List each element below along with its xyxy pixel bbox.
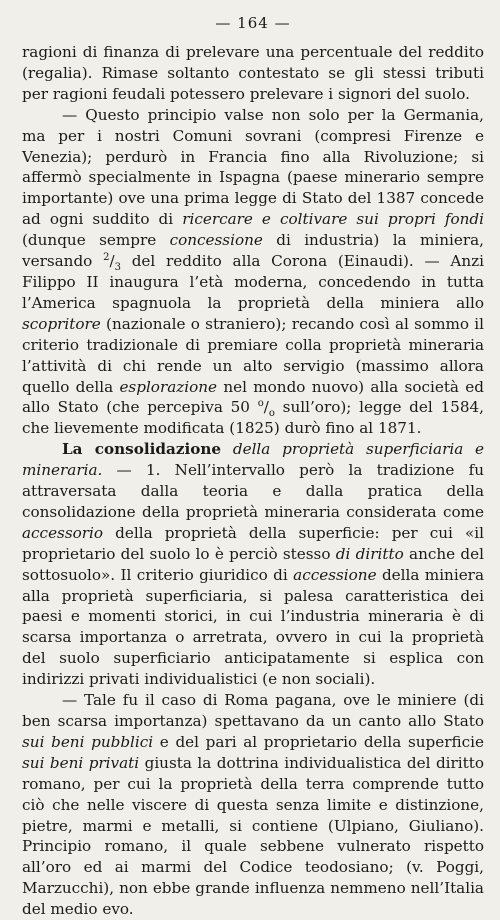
emphasized-text: sui beni pubblici	[22, 732, 154, 751]
text-run: o	[268, 408, 275, 420]
emphasized-text: della proprietà superficiaria e mineraria.	[22, 440, 485, 480]
text-run: sull’oro); legge del 1584, che lievemente modificata (1825) durò fino al 1871.	[22, 398, 484, 438]
text-run	[221, 440, 233, 458]
emphasized-text: concessione	[169, 231, 263, 250]
emphasized-text: scopritore	[22, 314, 101, 333]
text-run: (nazionale o straniero); recando così al sommo il criterio tradizionale di premiare colla proprietà mineraria l’attività di chi rende un alto servigio (massimo allora quello della	[22, 314, 484, 396]
text-run: della miniera alla proprietà superficiaria, si palesa caratteristica dei paesi e momenti storici, in cui l’industria mineraria è di scarsa importanza o arretrata, ovvero in cui la proprietà del suolo superficiario anticipatamente si esplica con indirizzi privati individualistici (e non sociali).	[22, 565, 484, 689]
text-run: (dunque sempre	[22, 231, 170, 250]
paragraph	[22, 690, 484, 920]
text-run: ragioni di finanza di prelevare una percentuale del reddito (regalia). Rimase soltanto contestato se gli stessi tributi per ragioni feudali potessero prelevare i signori del suolo.	[22, 43, 484, 103]
text-run: /	[263, 398, 269, 417]
emphasized-text: esplorazione	[119, 377, 218, 396]
text-run: di industria) la miniera, versando	[22, 231, 485, 271]
text-run: — Tale fu il caso di Roma pagana, ove le miniere (di ben scarsa importanza) spettavano da un canto allo Stato	[22, 691, 484, 730]
text-run: del reddito alla Corona (Einaudi). — Anzi Filippo II inaugura l’età moderna, concedendo in tutta l’America spagnuola la proprietà della miniera allo	[22, 252, 484, 312]
page-number: — 164 —	[215, 14, 291, 32]
emphasized-text: accessorio	[22, 523, 104, 542]
paragraph	[22, 42, 484, 105]
text-run: anche del sottosuolo». Il criterio giuridico di	[22, 544, 484, 584]
text-run: e del pari al proprietario della superficie	[153, 732, 484, 751]
paragraph	[22, 105, 484, 440]
emphasized-text: di diritto	[335, 544, 404, 563]
text-run: 3	[114, 262, 121, 274]
emphasized-text: accessione	[293, 565, 377, 584]
text-run: o	[257, 398, 264, 410]
emphasized-text: ricercare e coltivare sui propri fondi	[182, 210, 485, 229]
emphasized-text: sui beni privati	[22, 753, 140, 772]
text-run: /	[109, 252, 115, 271]
text-run: — 1. Nell’intervallo però la tradizione fu attraversata dalla teoria e dalla pratica della consolidazione della proprietà mineraria considerata come	[22, 461, 484, 521]
text-run: 2	[103, 252, 110, 263]
text-body	[22, 42, 484, 920]
paragraph	[22, 439, 484, 690]
text-run: — Questo principio valse non solo per la Germania, ma per i nostri Comuni sovrani (compresi Firenze e Venezia); perdurò in Francia fino alla Rivoluzione; si affermò specialmente in Ispagna (paese minerario sempre importante) ove una prima legge di Stato del 1387 concede ad ogni suddito di	[22, 105, 484, 229]
text-run: giusta la dottrina individualistica del diritto romano, per cui la proprietà della terra comprende tutto ciò che nelle viscere di questa senza limite e distinzione, pietre, marmi e metalli, si contiene (Ulpiano, Giuliano). Principio romano, il quale sebbene vulnerato rispetto all’oro ed ai marmi del Codice teodosiano; (v. Poggi, Marzucchi), non ebbe grande influenza nemmeno nell’Italia del medio evo.	[22, 753, 484, 919]
section-heading: La consolidazione	[62, 440, 222, 459]
text-run: della proprietà della superficie: per cui «il proprietario del suolo lo è perciò stesso	[22, 523, 484, 563]
text-run: nel mondo nuovo) alla società ed allo Stato (che percepiva 50	[22, 377, 484, 417]
